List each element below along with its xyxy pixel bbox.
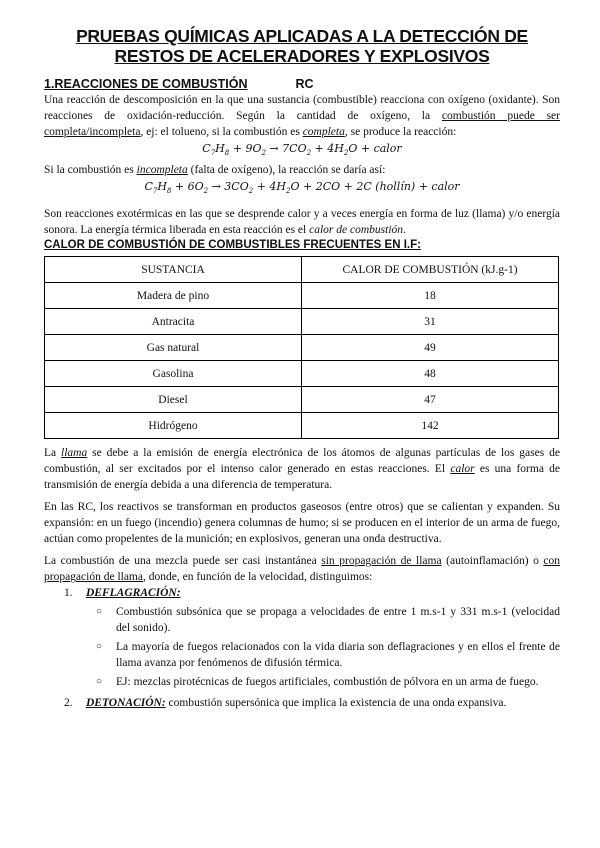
- text-span: Una reacción de descomposición en la que una sustancia (combustible) reacciona con oxígeno (oxidante). Son reacciones de oxidación-reducción. Según la cantidad de oxígeno, la: [44, 94, 560, 122]
- sub-list: [86, 604, 560, 690]
- underlined-text: con propagación de llama: [44, 555, 560, 584]
- emphasis-text: calor de combustión: [309, 224, 404, 237]
- table-row: [45, 309, 559, 335]
- list-number: 1.: [64, 587, 73, 600]
- list-item: ○ Combustión subsónica que se propaga a velocidades de entre 1 m.s-1 y 331 m.s-1 (velocidad del sonido).: [96, 606, 560, 635]
- paragraph-intro: [44, 92, 560, 140]
- paragraph-exothermic: Son reacciones exotérmicas en las que se desprende calor y a veces energía en forma de luz (llama) y/o energía sonora. La energía térmica liberada en esta reacción es el calor de combustión.: [44, 208, 560, 237]
- paragraph-flame: La llama se debe a la emisión de energía electrónica de los átomos de algunas partículas de los gases de combustión, al ser excitados por el intenso calor generado en estas reacciones. El calor es una forma de transmisión de energía debida a una diferencia de temperatura.: [44, 447, 561, 492]
- text-span: , ej: el tolueno, si la combustión es: [140, 126, 303, 138]
- emphasis-text: incompleta: [136, 164, 188, 177]
- equation-complete-combustion: $C_7H_8 + 9O_2 \to 7CO_2 + 4H_2O$ + calor: [202, 142, 402, 158]
- section-tag: RC: [295, 77, 314, 91]
- bullet-circle-icon: ○: [96, 641, 103, 653]
- list-item-detonation: [44, 695, 560, 711]
- emphasis-text: completa: [302, 126, 345, 138]
- table-cell: 31: [302, 309, 559, 335]
- table-cell: Gas natural: [45, 335, 302, 361]
- underlined-text: combustión puede ser completa/incompleta: [44, 110, 560, 138]
- table-cell: Antracita: [45, 309, 302, 335]
- list-item: ○ EJ: mezclas pirotécnicas de fuegos artificiales, combustión de pólvora en un arma de fuego.: [96, 676, 539, 689]
- list-item-deflagration: [44, 585, 560, 690]
- table-title: CALOR DE COMBUSTIÓN DE COMBUSTIBLES FRECUENTES EN I.F:: [44, 239, 421, 252]
- emphasis-text: llama: [61, 447, 88, 460]
- table-cell: 49: [302, 335, 559, 361]
- table-cell: Gasolina: [45, 361, 302, 387]
- table-row: [45, 335, 559, 361]
- paragraph-expansion: En las RC, los reactivos se transforman en productos gaseosos (entre otros) que se calientan y expanden. Su expansión: en un fuego (incendio) genera columnas de humo; si se producen en el interior de un arma de fuego, actúan como propelentes de la munición; en explosivos, generan una onda destructiva.: [44, 501, 560, 546]
- list-item-label: DETONACIÓN:: [86, 697, 166, 710]
- paragraph-propagation: La combustión de una mezcla puede ser casi instantánea sin propagación de llama (autoinflamación) o con propagación de llama, donde, en función de la velocidad, distinguimos:: [44, 555, 560, 584]
- section-heading: [44, 76, 560, 92]
- combustion-heat-table: [44, 256, 559, 439]
- table-row: [45, 361, 559, 387]
- list-item-text: combustión supersónica que implica la existencia de una onda expansiva.: [165, 697, 507, 710]
- bullet-circle-icon: ○: [96, 676, 103, 688]
- table-cell: 48: [302, 361, 559, 387]
- table-cell: 47: [302, 387, 559, 413]
- underlined-text: sin propagación de llama: [321, 555, 442, 568]
- combustion-types-list: [44, 585, 560, 711]
- emphasis-text: calor: [450, 463, 475, 476]
- equation-incomplete-combustion: $C_7H_8 + 6O_2 \to 3CO_2 + 4H_2O + 2CO + 2C$ (hollín) + calor: [144, 180, 460, 196]
- text-span: , se produce la reacción:: [344, 126, 457, 138]
- bullet-circle-icon: ○: [96, 606, 103, 618]
- table-header-row: [45, 257, 559, 283]
- table-cell: Madera de pino: [45, 283, 302, 309]
- paragraph-incomplete: Si la combustión es incompleta (falta de oxígeno), la reacción se daría así:: [44, 164, 386, 177]
- table-row: [45, 387, 559, 413]
- table-cell: 18: [302, 283, 559, 309]
- list-item-label: DEFLAGRACIÓN:: [86, 587, 181, 600]
- section-title: 1.REACCIONES DE COMBUSTIÓN: [44, 77, 248, 91]
- list-item: ○ La mayoría de fuegos relacionados con la vida diaria son deflagraciones y en ellos el frente de llama avanza por fenómenos de difusión térmica.: [96, 641, 560, 670]
- table-cell: Hidrógeno: [45, 413, 302, 439]
- document-title: PRUEBAS QUÍMICAS APLICADAS A LA DETECCIÓN DE RESTOS DE ACELERADORES Y EXPLOSIVOS: [76, 26, 528, 66]
- table-cell: Diesel: [45, 387, 302, 413]
- column-header: SUSTANCIA: [45, 257, 302, 283]
- table-row: [45, 283, 559, 309]
- list-number: 2.: [64, 697, 73, 710]
- column-header: CALOR DE COMBUSTIÓN (kJ.g-1): [302, 257, 559, 283]
- table-cell: 142: [302, 413, 559, 439]
- document-page: [44, 26, 560, 711]
- table-row: [45, 413, 559, 439]
